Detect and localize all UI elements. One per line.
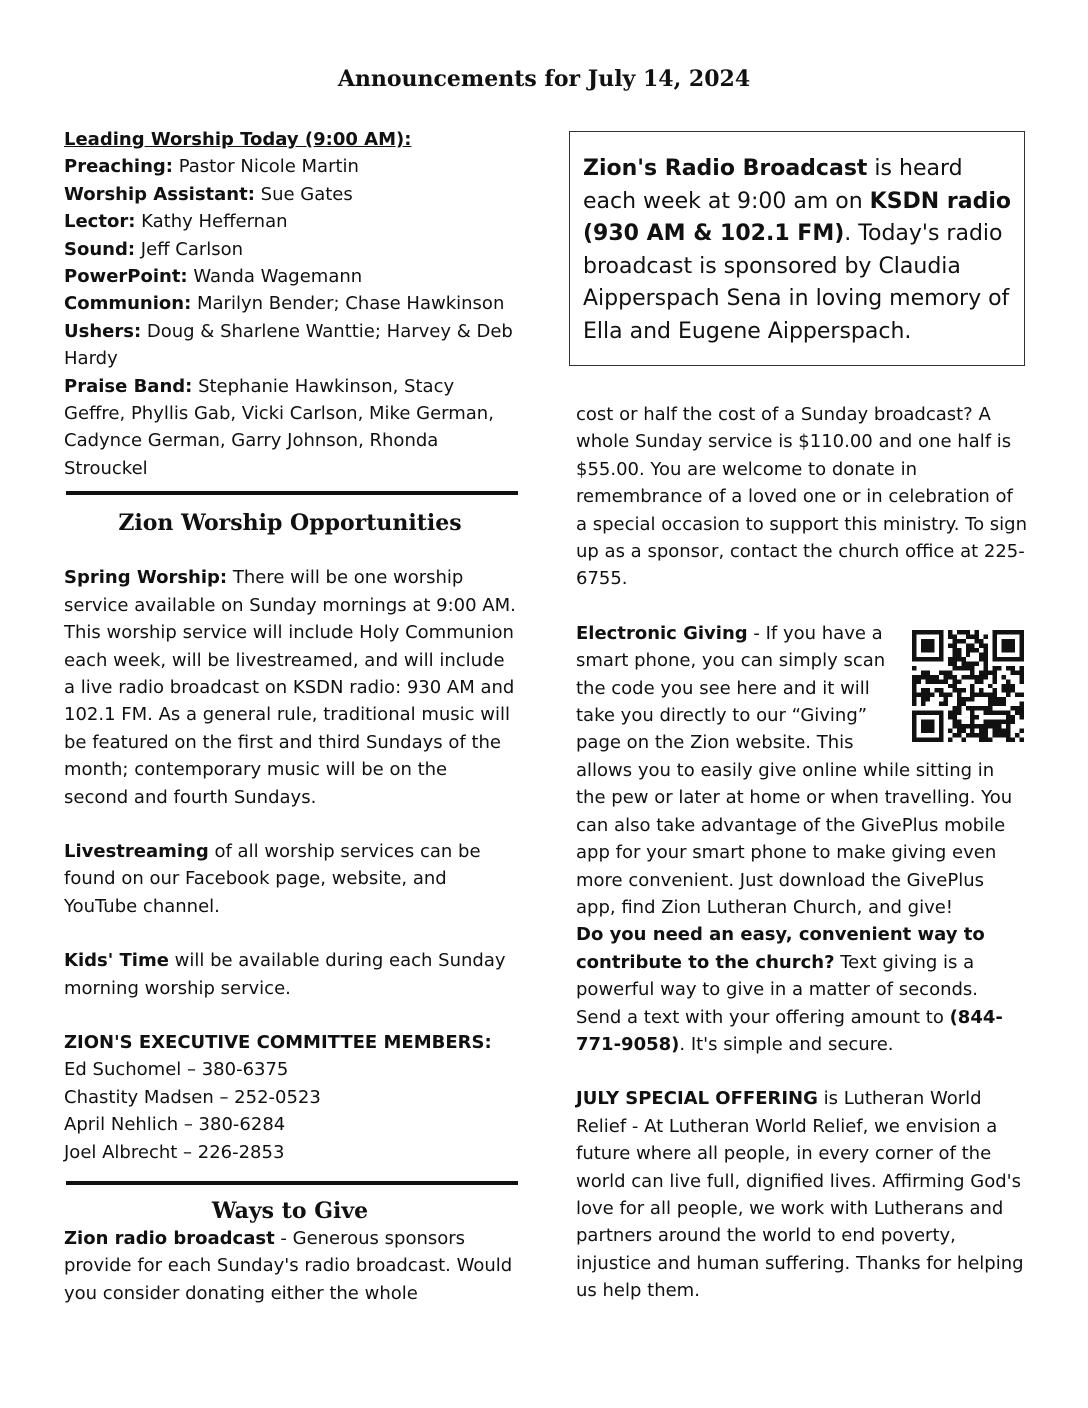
committee-member: Ed Suchomel – 380-6375 bbox=[64, 1059, 289, 1081]
role-line: PowerPoint: Wanda Wagemann bbox=[64, 266, 363, 288]
giving-qr-code[interactable] bbox=[912, 630, 1024, 742]
spring-worship-paragraph: Spring Worship: There will be one worship service available on Sunday mornings at 9:00 AM. This worship service will include Holy Communion each week, will be livestreamed, and will include a live radio broadcast on KSDN radio: 930 AM and 102.1 FM. As a general rule, traditional music will be featured on the first and third Sundays of the month; contemporary music will be on the second and fourth Sundays. bbox=[64, 567, 516, 808]
left-column bbox=[64, 126, 516, 1307]
divider bbox=[66, 491, 518, 495]
livestreaming-paragraph: Livestreaming of all worship services can be found on our Facebook page, website, and YouTube channel. bbox=[64, 840, 481, 917]
role-line: Praise Band: Stephanie Hawkinson, Stacy Geffre, Phyllis Gab, Vicki Carlson, Mike German, Cadynce German, Garry Johnson, Rhonda Strouckel bbox=[64, 375, 494, 479]
role-line: Sound: Jeff Carlson bbox=[64, 238, 244, 260]
role-line: Worship Assistant: Sue Gates bbox=[64, 183, 353, 205]
role-line: Lector: Kathy Heffernan bbox=[64, 211, 288, 233]
role-line: Ushers: Doug & Sharlene Wanttie; Harvey & Deb Hardy bbox=[64, 320, 513, 370]
section-heading-opportunities: Zion Worship Opportunities bbox=[118, 510, 462, 537]
right-column bbox=[576, 401, 1028, 1305]
electronic-giving-paragraph: Electronic Giving - If you have a smart phone, you can simply scan the code you see here and it will take you directly to our “Giving” page on the Zion website. This allows you to easily give online while sitting in the pew or later at home or when travelling. You can also take advantage of the GivePlus mobile app for your smart phone to make giving even more convenient. Just download the GivePlus app, find Zion Lutheran Church, and give! bbox=[576, 620, 1028, 921]
special-offering-paragraph: JULY SPECIAL OFFERING is Lutheran World Relief - At Lutheran World Relief, we envision a future where all people, in every corner of the world can live full, dignified lives. Affirming God's love for all people, we work with Lutherans and partners around the world to end poverty, injustice and human suffering. Thanks for helping us help them. bbox=[576, 1088, 1024, 1302]
committee-member: Joel Albrecht – 226-2853 bbox=[64, 1141, 285, 1163]
committee-heading: ZION'S EXECUTIVE COMMITTEE MEMBERS: bbox=[64, 1031, 492, 1053]
leading-worship-heading: Leading Worship Today (9:00 AM): bbox=[64, 129, 412, 150]
section-heading-ways-to-give: Ways to Give bbox=[211, 1198, 369, 1224]
page-title: Announcements for July 14, 2024 bbox=[337, 66, 751, 92]
role-line: Communion: Marilyn Bender; Chase Hawkinson bbox=[64, 293, 505, 315]
radio-broadcast-box: Zion's Radio Broadcast is heard each week at 9:00 am on KSDN radio (930 AM & 102.1 FM). Today's radio broadcast is sponsored by Claudia Aipperspach Sena in loving memory of Ella and Eugene Aipperspach. bbox=[569, 131, 1025, 366]
kids-time-paragraph: Kids' Time will be available during each Sunday morning worship service. bbox=[64, 950, 506, 999]
committee-member: Chastity Madsen – 252-0523 bbox=[64, 1086, 321, 1108]
text-giving-paragraph: Do you need an easy, convenient way to contribute to the church? Text giving is a powerful way to give in a matter of seconds. Send a text with your offering amount to (844-771-9058). It's simple and secure. bbox=[576, 924, 1003, 1055]
committee-member: April Nehlich – 380-6284 bbox=[64, 1114, 286, 1136]
radio-broadcast-paragraph: Zion radio broadcast - Generous sponsors provide for each Sunday's radio broadcast. Would you consider donating either the whole bbox=[64, 1228, 513, 1304]
role-line: Preaching: Pastor Nicole Martin bbox=[64, 156, 359, 178]
radio-broadcast-continued: cost or half the cost of a Sunday broadcast? A whole Sunday service is $110.00 and one half is $55.00. You are welcome to donate in remembrance of a loved one or in celebration of a special occasion to support this ministry. To sign up as a sponsor, contact the church office at 225-6755. bbox=[576, 404, 1028, 590]
divider bbox=[66, 1181, 518, 1185]
